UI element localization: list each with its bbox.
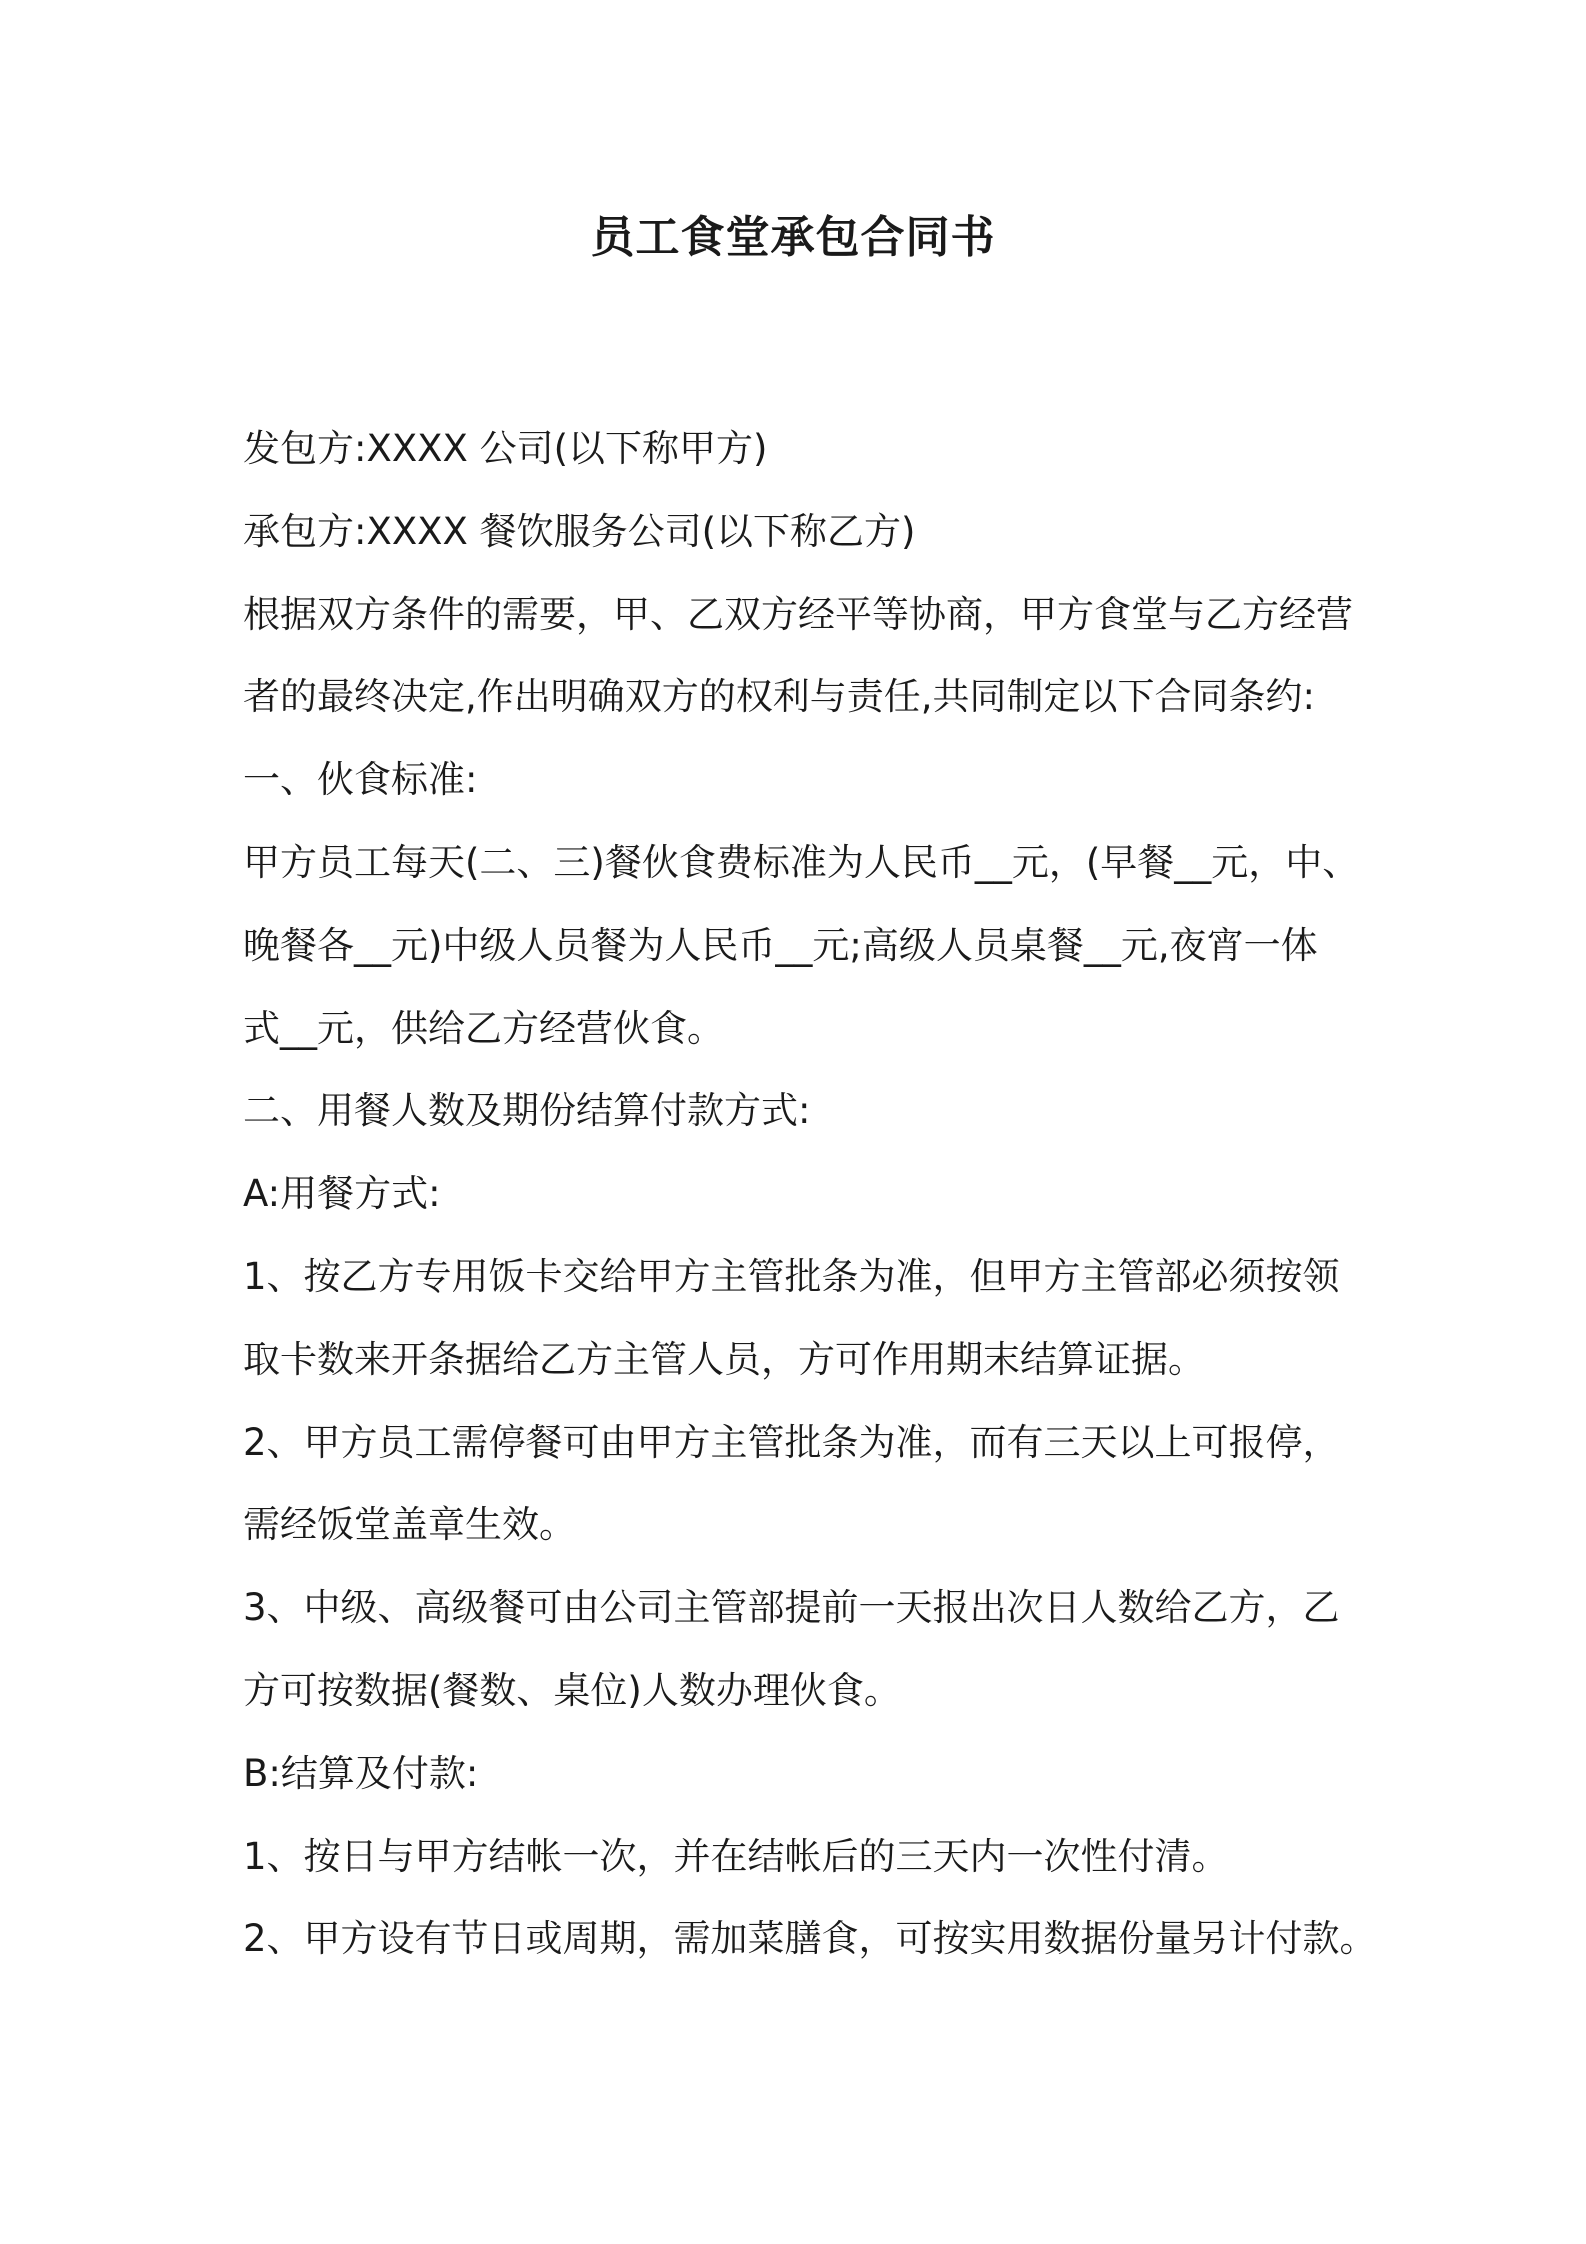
preamble-line: 根据双方条件的需要，甲、乙双方经平等协商，甲方食堂与乙方经营 <box>243 592 1353 636</box>
subsection-heading: B:结算及付款: <box>243 1751 479 1795</box>
preamble-line: 者的最终决定,作出明确双方的权利与责任,共同制定以下合同条约: <box>243 675 1315 719</box>
paragraph-line: 式__元，供给乙方经营伙食。 <box>243 1006 724 1050</box>
clause-line: 2、甲方员工需停餐可由甲方主管批条为准，而有三天以上可报停， <box>243 1420 1340 1464</box>
clause-line: 取卡数来开条据给乙方主管人员，方可作用期末结算证据。 <box>243 1337 1205 1381</box>
clause-line: 需经饭堂盖章生效。 <box>243 1503 576 1547</box>
contract-body <box>243 408 1377 1981</box>
clause-line: 2、甲方设有节日或周期，需加菜膳食，可按实用数据份量另计付款。 <box>243 1917 1377 1961</box>
paragraph-line: 晚餐各__元)中级人员餐为人民币__元;高级人员桌餐__元,夜宵一体 <box>243 923 1318 967</box>
paragraph-line: 甲方员工每天(二、三)餐伙食费标准为人民币__元，(早餐__元，中、 <box>243 840 1360 884</box>
clause-line: 1、按乙方专用饭卡交给甲方主管批条为准，但甲方主管部必须按领 <box>243 1254 1340 1298</box>
section-heading: 二、用餐人数及期份结算付款方式: <box>243 1089 811 1133</box>
party-a-line: 发包方:XXXX 公司(以下称甲方) <box>243 427 768 470</box>
clause-line: 1、按日与甲方结帐一次，并在结帐后的三天内一次性付清。 <box>243 1834 1229 1878</box>
clause-line: 方可按数据(餐数、桌位)人数办理伙食。 <box>243 1668 901 1712</box>
document-title: 员工食堂承包合同书 <box>590 212 996 263</box>
subsection-heading: A:用餐方式: <box>243 1172 441 1216</box>
clause-line: 3、中级、高级餐可由公司主管部提前一天报出次日人数给乙方，乙 <box>243 1586 1340 1630</box>
party-b-line: 承包方:XXXX 餐饮服务公司(以下称乙方) <box>243 509 916 553</box>
section-heading: 一、伙食标准: <box>243 758 478 802</box>
